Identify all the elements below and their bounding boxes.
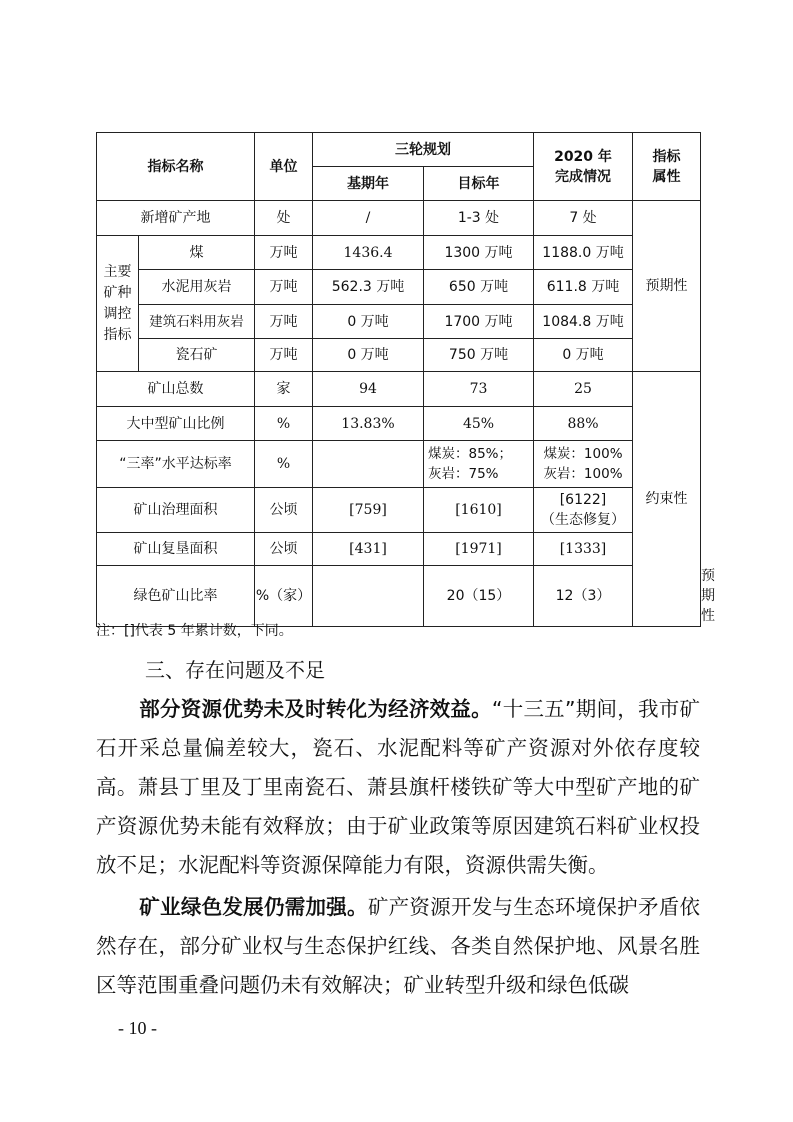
page-number: - 10 -	[118, 1018, 157, 1038]
row-target: 1300 万吨	[424, 236, 534, 270]
table-row: 绿色矿山比率 %（家） 20（15） 12（3） 预期性	[97, 566, 701, 627]
paragraph-body: “十三五”期间，我市矿石开采总量偏差较大，瓷石、水泥配料等矿产资源对外依存度较高。萧县丁里及丁里南瓷石、萧县旗杆楼铁矿等大中型矿产地的矿产资源优势未能有效释放；由于矿业政策等原因建筑石料矿业权投放不足；水泥配料等资源保障能力有限，资源供需失衡。	[96, 697, 700, 877]
table-row	[97, 305, 701, 339]
row-target: 20（15）	[424, 566, 534, 627]
row-name: 大中型矿山比例	[97, 407, 255, 441]
row-actual: 7 处	[534, 201, 633, 236]
row-unit: 万吨	[255, 236, 313, 270]
row-actual: 0 万吨	[534, 339, 633, 372]
table-row	[97, 339, 701, 372]
paragraph-lead: 部分资源优势未及时转化为经济效益。	[139, 697, 492, 721]
row-unit: %	[255, 441, 313, 488]
row-target: 1-3 处	[424, 201, 534, 236]
row-actual: 煤炭：100% 灰岩：100%	[534, 441, 633, 488]
row-base: 0 万吨	[313, 305, 424, 339]
row-base: [431]	[313, 533, 424, 566]
row-base: [759]	[313, 488, 424, 533]
row-unit: 万吨	[255, 305, 313, 339]
header-2020-completion: 2020 年 完成情况	[534, 133, 633, 201]
row-unit: %（家）	[255, 566, 313, 627]
row-name: 建筑石料用灰岩	[139, 305, 255, 339]
paragraph-body: 矿产资源开发与生态环境保护矛盾依然存在，部分矿业权与生态保护红线、各类自然保护地、风景名胜区等范围重叠问题仍未有效解决；矿业转型升级和绿色低碳	[96, 895, 701, 997]
paragraph	[96, 888, 700, 1005]
header-target-year: 目标年	[424, 167, 534, 201]
row-name: 绿色矿山比率	[97, 566, 255, 627]
row-actual: 1084.8 万吨	[534, 305, 633, 339]
table-note: 注：[]代表 5 年累计数，下同。	[96, 623, 293, 639]
row-name: 新增矿产地	[97, 201, 255, 236]
row-target: 煤炭：85%； 灰岩：75%	[424, 441, 534, 488]
header-base-year: 基期年	[313, 167, 424, 201]
row-name: 煤	[139, 236, 255, 270]
table-row	[97, 488, 701, 533]
row-unit: %	[255, 407, 313, 441]
row-name: 水泥用灰岩	[139, 270, 255, 305]
row-name: 瓷石矿	[139, 339, 255, 372]
row-base	[313, 441, 424, 488]
table-row	[97, 441, 701, 488]
row-actual: 25	[534, 372, 633, 407]
row-target: 1700 万吨	[424, 305, 534, 339]
section-heading: 三、存在问题及不足	[145, 658, 325, 682]
table-row	[97, 407, 701, 441]
row-unit: 处	[255, 201, 313, 236]
row-name: 矿山复垦面积	[97, 533, 255, 566]
row-actual: 611.8 万吨	[534, 270, 633, 305]
row-unit: 公顷	[255, 488, 313, 533]
row-target: 73	[424, 372, 534, 407]
row-target: 45%	[424, 407, 534, 441]
row-target: [1971]	[424, 533, 534, 566]
row-target: [1610]	[424, 488, 534, 533]
row-unit: 公顷	[255, 533, 313, 566]
row-base: 94	[313, 372, 424, 407]
header-plan-group: 三轮规划	[313, 133, 534, 167]
paragraph	[96, 690, 700, 885]
row-unit: 万吨	[255, 339, 313, 372]
table-row	[97, 236, 701, 270]
row-base: /	[313, 201, 424, 236]
row-actual: [6122] （生态修复）	[534, 488, 633, 533]
row-actual: 1188.0 万吨	[534, 236, 633, 270]
table-row	[97, 201, 701, 236]
mineral-indicator-table	[96, 132, 715, 627]
table-row	[97, 372, 701, 407]
row-base: 13.83%	[313, 407, 424, 441]
row-name: 矿山治理面积	[97, 488, 255, 533]
header-unit: 单位	[255, 133, 313, 201]
row-name: 矿山总数	[97, 372, 255, 407]
row-base	[313, 566, 424, 627]
header-attribute: 指标 属性	[633, 133, 701, 201]
row-base: 562.3 万吨	[313, 270, 424, 305]
paragraph-lead: 矿业绿色发展仍需加强。	[139, 895, 368, 919]
row-actual: 12（3）	[534, 566, 633, 627]
row-actual: [1333]	[534, 533, 633, 566]
group-label-main-minerals: 主要 矿种 调控 指标	[97, 236, 139, 372]
row-unit: 家	[255, 372, 313, 407]
row-target: 650 万吨	[424, 270, 534, 305]
row-base: 1436.4	[313, 236, 424, 270]
table-row	[97, 533, 701, 566]
row-target: 750 万吨	[424, 339, 534, 372]
attr-expected: 预期性	[633, 201, 701, 372]
header-indicator-name: 指标名称	[97, 133, 255, 201]
table-row	[97, 270, 701, 305]
row-unit: 万吨	[255, 270, 313, 305]
row-base: 0 万吨	[313, 339, 424, 372]
row-name: “三率”水平达标率	[97, 441, 255, 488]
row-actual: 88%	[534, 407, 633, 441]
attr-binding: 约束性	[633, 372, 701, 627]
